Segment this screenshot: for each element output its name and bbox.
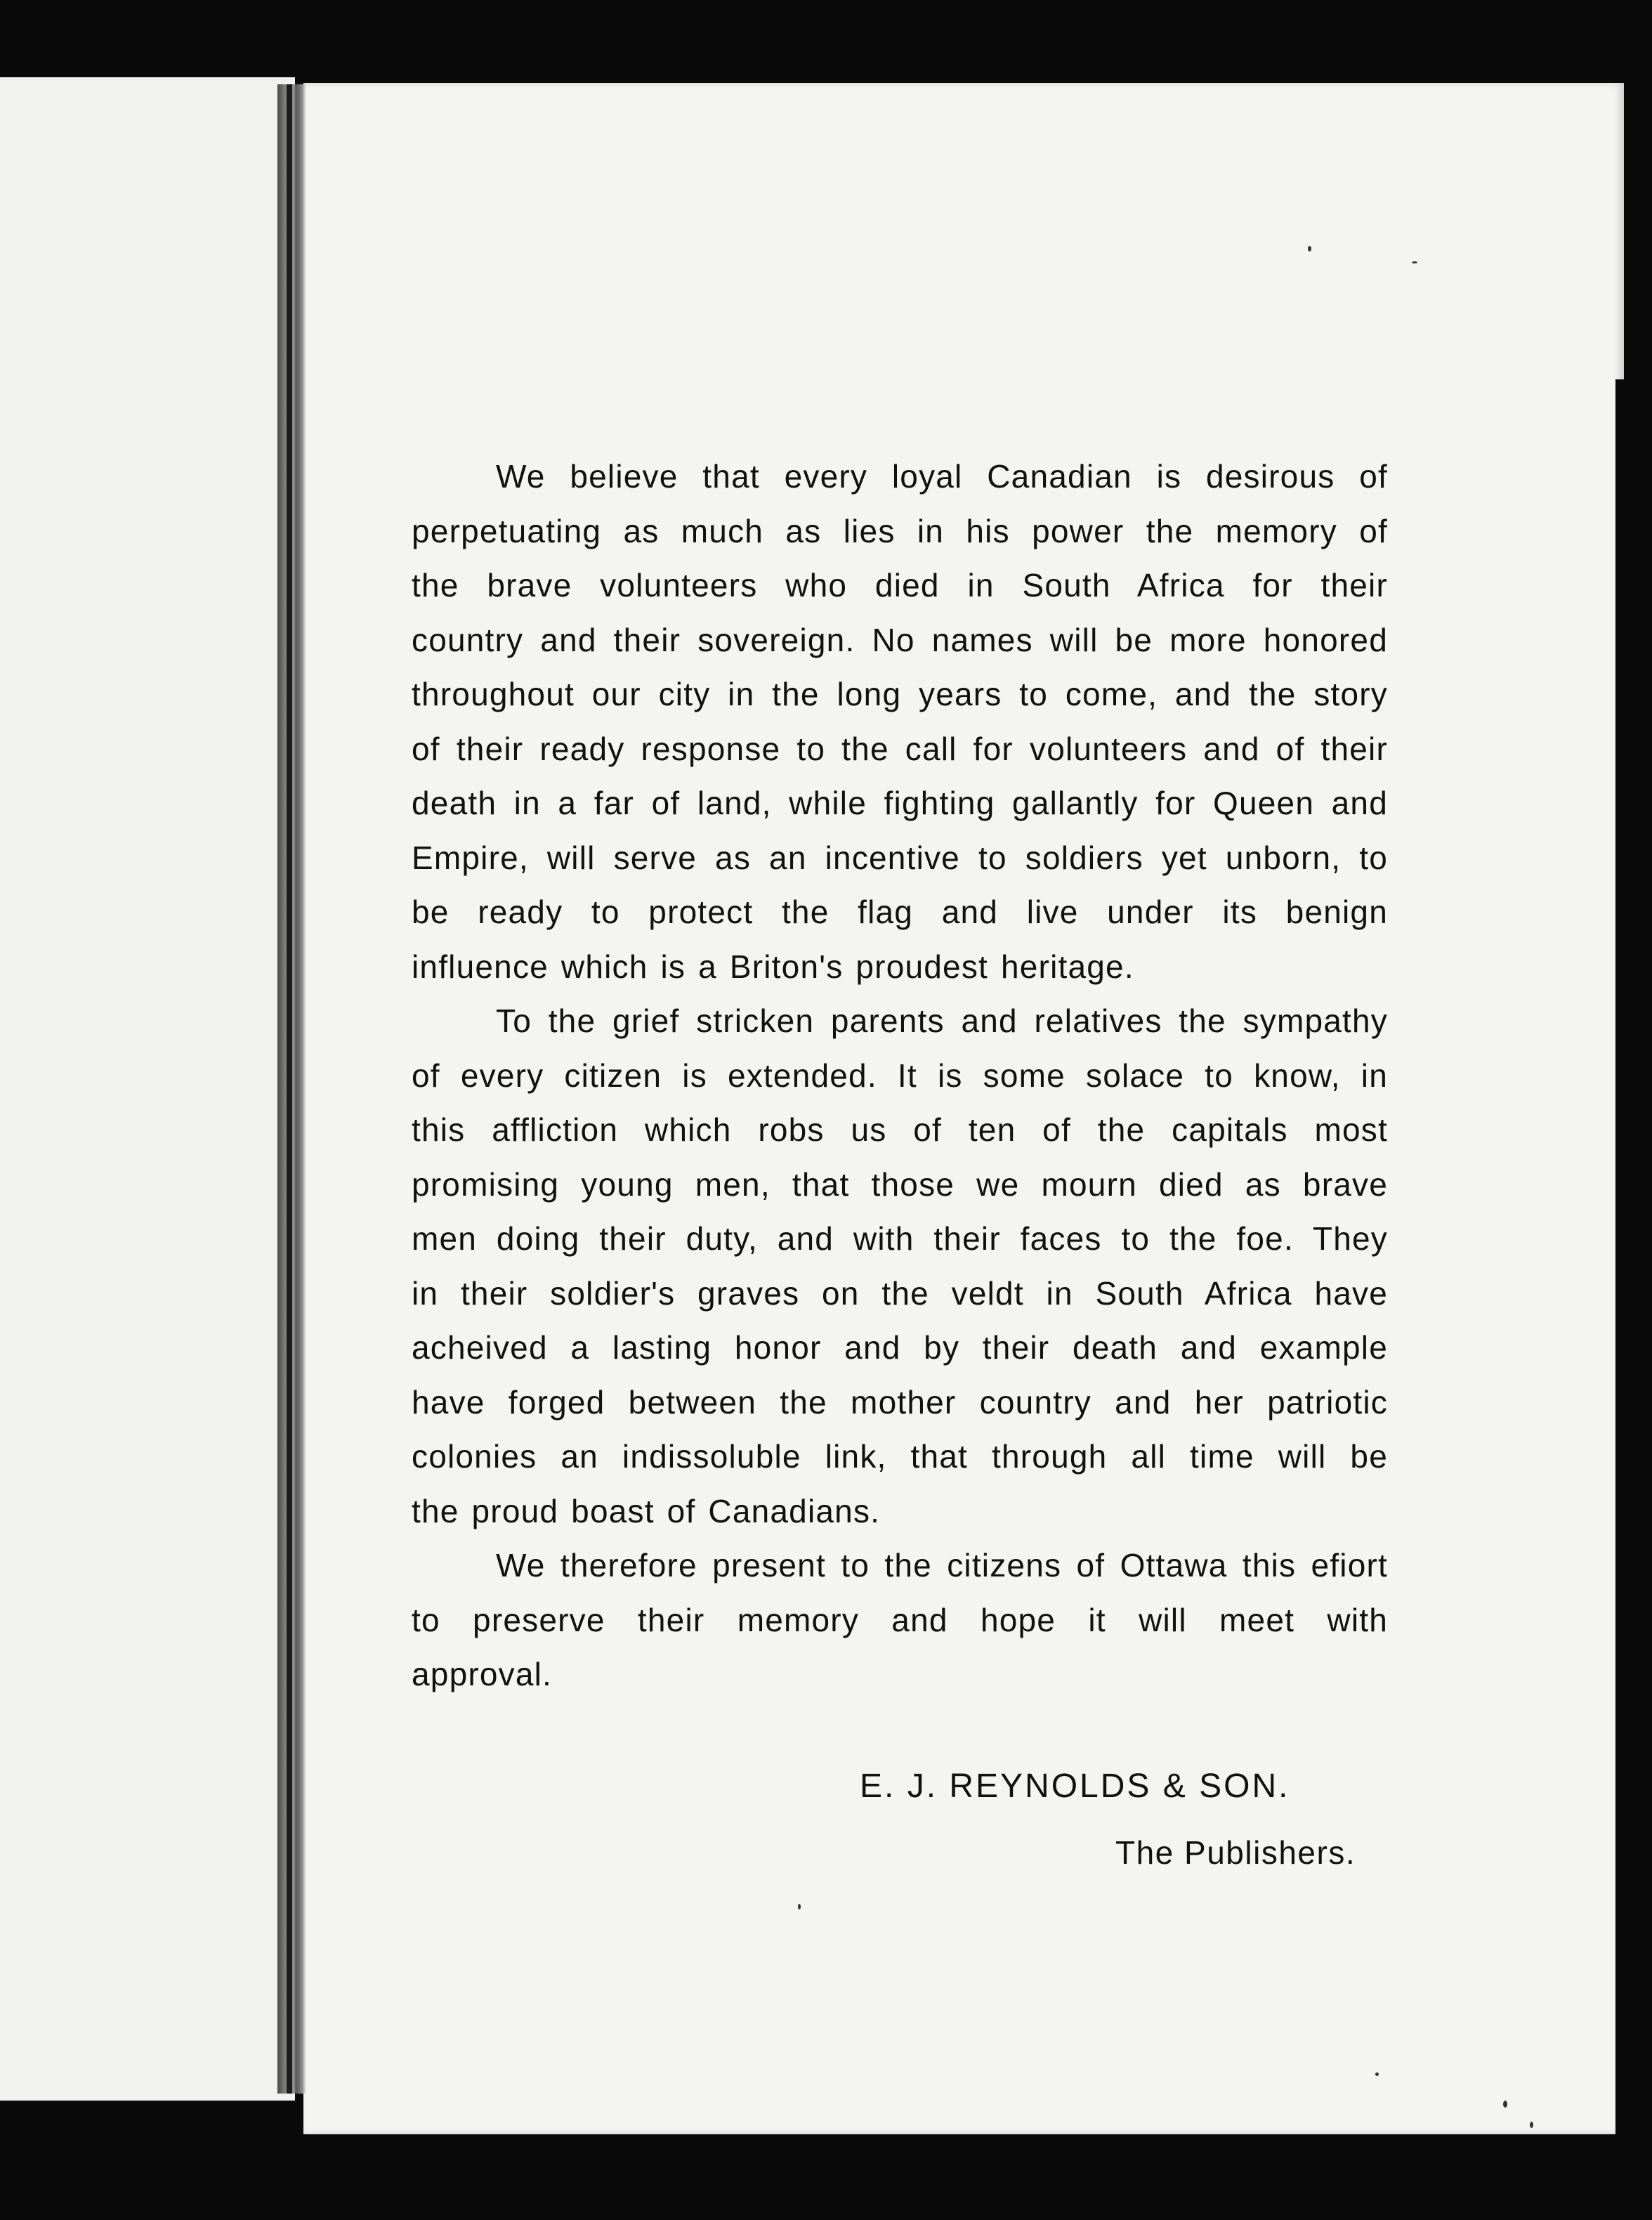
left-facing-page [0,77,295,2101]
text-line: death in a far of land, while fighting gallantly for Queen and [412,785,1388,821]
text-line: acheived a lasting honor and by their death and example [412,1329,1388,1366]
text-line: be ready to protect the flag and live under its benign [412,894,1388,930]
text-line: influence which is a Briton's proudest heritage. [412,948,1134,985]
text-line: this affliction which robs us of ten of the capitals most [412,1111,1388,1148]
text-line: country and their sovereign. No names will be more honored [412,621,1388,658]
dust-speck [1530,2122,1533,2128]
text-line: men doing their duty, and with their faces to the foe. They [412,1220,1388,1257]
dust-speck [1412,261,1417,263]
signature-title: The Publishers. [1115,1834,1356,1871]
text-line: Empire, will serve as an incentive to soldiers yet unborn, to [412,839,1388,876]
text-line: have forged between the mother country and her patriotic [412,1383,1388,1421]
text-line: in their soldier's graves on the veldt in South Africa have [412,1274,1388,1312]
text-line: We therefore present to the citizens of Ottawa this efiort [496,1547,1388,1584]
text-line: To the grief stricken parents and relatives the sympathy [496,1003,1388,1039]
text-line: of their ready response to the call for volunteers and of their [412,730,1388,767]
paragraph-1 [412,450,1388,994]
paragraph-3 [412,1539,1388,1702]
text-line: perpetuating as much as lies in his power the memory of [412,512,1388,549]
text-line: approval. [412,1656,553,1692]
right-edge-shadow [1615,379,1652,2136]
text-line: We believe that every loyal Canadian is desirous of [496,458,1388,495]
gutter-shadow-line [287,84,292,2094]
text-line: to preserve their memory and hope it will meet with [412,1601,1388,1638]
dust-speck [1375,2072,1379,2076]
text-line: promising young men, that those we mourn died as brave [412,1166,1388,1203]
text-line: the proud boast of Canadians. [412,1492,881,1529]
signature-name: E. J. REYNOLDS & SON. [860,1768,1290,1805]
text-line: the brave volunteers who died in South Africa for their [412,567,1388,603]
text-line: of every citizen is extended. It is some solace to know, in [412,1057,1388,1094]
dust-speck [1503,2101,1507,2108]
paragraph-2 [412,994,1388,1539]
dust-speck [1308,246,1311,252]
text-line: colonies an indissoluble link, that through all time will be [412,1438,1388,1475]
text-line: throughout our city in the long years to come, and the story [412,676,1388,712]
dust-speck [798,1904,801,1909]
letter-body [412,450,1388,1702]
